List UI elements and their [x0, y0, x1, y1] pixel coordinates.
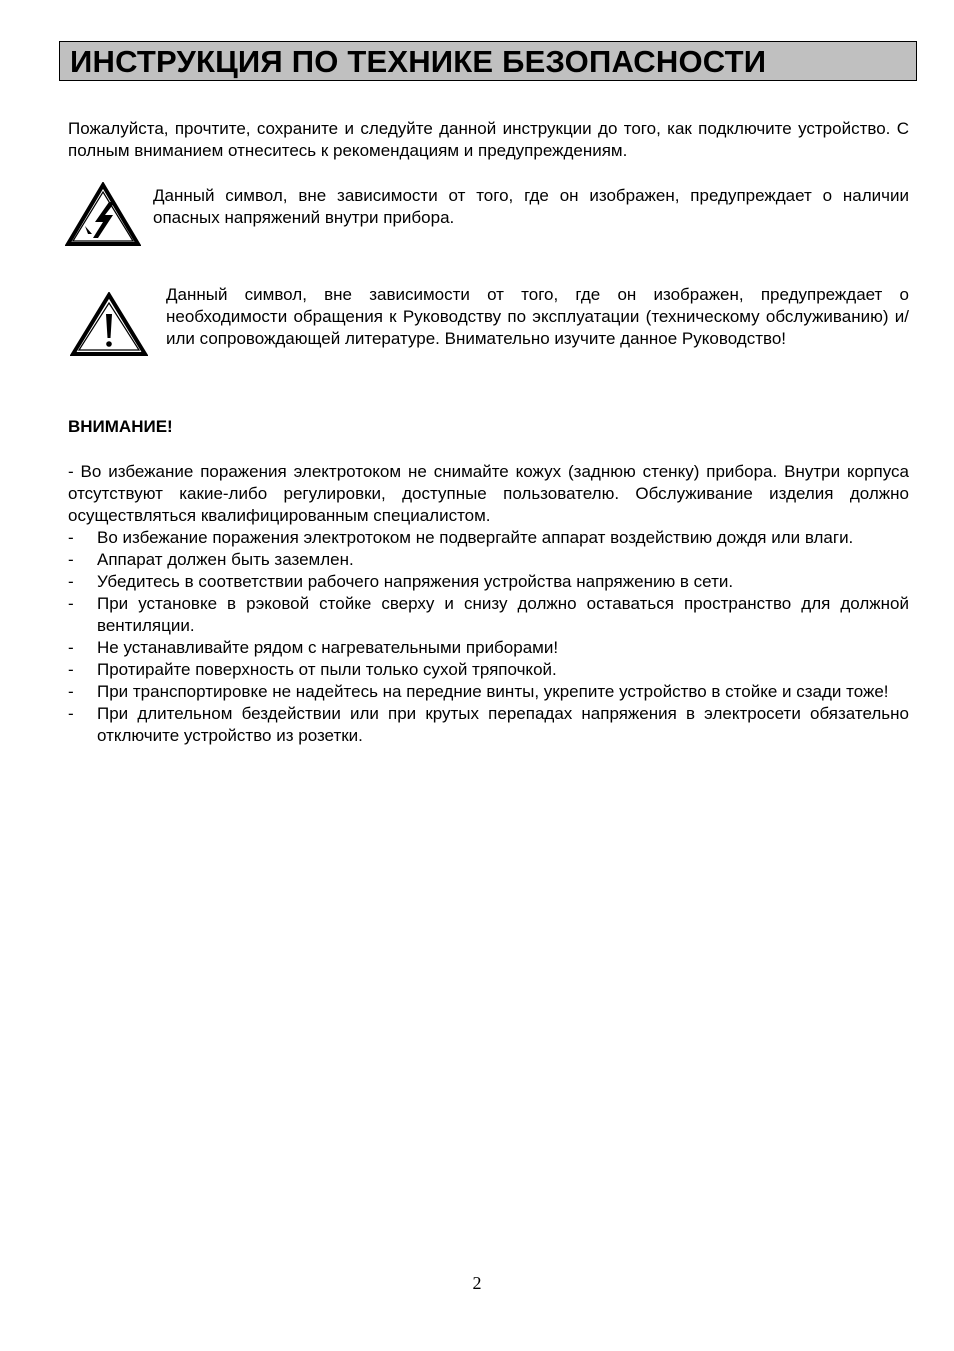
list-item	[68, 703, 909, 747]
list-item	[68, 571, 909, 593]
list-dash: -	[68, 660, 74, 679]
list-dash: -	[68, 638, 74, 657]
list-item-text: Аппарат должен быть заземлен.	[97, 550, 354, 569]
list-item	[68, 593, 909, 637]
list-item-text: Во избежание поражения электротоком не подвергайте аппарат воздействию дождя или влаги.	[97, 528, 854, 547]
list-dash: -	[68, 594, 74, 613]
intro-paragraph: Пожалуйста, прочтите, сохраните и следуйте данной инструкции до того, как подключите устройство. С полным вниманием отнеситесь к рекомендациям и предупреждениям.	[68, 119, 909, 160]
list-item	[68, 659, 909, 681]
list-dash: -	[68, 528, 74, 547]
list-dash: -	[68, 572, 74, 591]
high-voltage-warning-icon	[65, 182, 141, 247]
manual-symbol-description: Данный символ, вне зависимости от того, где он изображен, предупреждает о необходимости обращения к Руководству по эксплуатации (техническому обслуживанию) и/или сопровождающей литературе. Внимательно изучите данное Руководство!	[166, 285, 909, 348]
list-item-text: Протирайте поверхность от пыли только сухой тряпочкой.	[97, 660, 557, 679]
list-dash: -	[68, 704, 74, 723]
list-item-text: При длительном бездействии или при крутых перепадах напряжения в электросети обязательно отключите устройство из розетки.	[97, 704, 909, 745]
title-banner	[59, 41, 917, 81]
housing-warning-paragraph: - Во избежание поражения электротоком не снимайте кожух (заднюю стенку) прибора. Внутри корпуса отсутствуют какие-либо регулировки, доступные пользователю. Обслуживание изделия должно осуществляться квалифицированным специалистом.	[68, 462, 909, 525]
list-item	[68, 681, 909, 703]
list-item	[68, 527, 909, 549]
safety-rules-list	[68, 527, 909, 747]
voltage-symbol-description: Данный символ, вне зависимости от того, где он изображен, предупреждает о наличии опасных напряжений внутри прибора.	[153, 186, 909, 227]
attention-heading: ВНИМАНИЕ!	[68, 417, 173, 436]
list-item-text: Не устанавливайте рядом с нагревательными приборами!	[97, 638, 559, 657]
list-item-text: Убедитесь в соответствии рабочего напряжения устройства напряжению в сети.	[97, 572, 734, 591]
list-item	[68, 549, 909, 571]
list-item-text: При установке в рэковой стойке сверху и снизу должно оставаться пространство для должной вентиляции.	[97, 594, 909, 635]
list-item	[68, 637, 909, 659]
list-dash: -	[68, 682, 74, 701]
list-item-text: При транспортировке не надейтесь на передние винты, укрепите устройство в стойке и сзади тоже!	[97, 682, 889, 701]
list-dash: -	[68, 550, 74, 569]
page-number: 2	[472, 1273, 482, 1293]
exclamation-warning-icon	[70, 292, 148, 358]
page-title: ИНСТРУКЦИЯ ПО ТЕХНИКЕ БЕЗОПАСНОСТИ	[70, 44, 767, 79]
